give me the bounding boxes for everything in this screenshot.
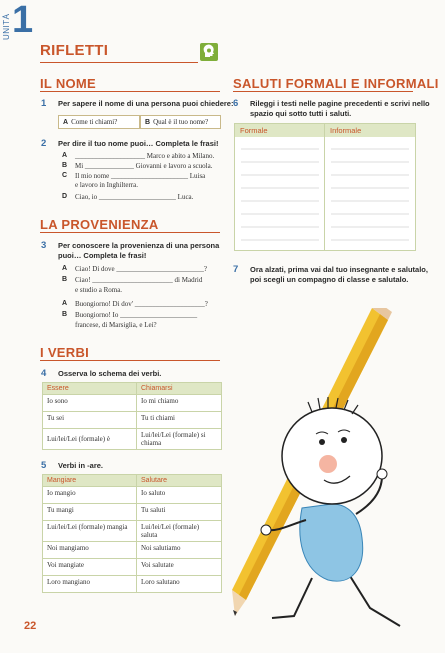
table-row: Tu mangi Tu saluti	[43, 504, 222, 521]
exercise-instruction: Rileggi i testi nelle pagine precedenti e scrivi nello	[250, 99, 430, 108]
fill-in-sentence: Ciao! _______________________ di Madrid	[75, 276, 203, 284]
item-letter: B	[62, 276, 68, 283]
exercise-number: 3	[41, 240, 47, 251]
table-row: Tu sei Tu ti chiami	[43, 412, 222, 429]
verb-table-essere-chiamarsi	[42, 382, 222, 450]
column-header-informale: Informale	[330, 126, 362, 135]
fill-in-sentence: Mi ______________ Giovanni e lavoro a scuola.	[75, 162, 213, 170]
page-number: 22	[24, 620, 37, 632]
item-letter: D	[62, 193, 68, 200]
table-row: Noi mangiamo Noi salutiamo	[43, 542, 222, 559]
table-header: Essere	[43, 383, 137, 395]
fill-in-sentence: francese, di Marsiglia, e Lei?	[75, 321, 157, 329]
exercise-number: 1	[41, 98, 47, 109]
exercise-instruction: Per conoscere la provenienza di una persona	[58, 241, 220, 250]
section-line	[40, 91, 220, 92]
table-header: Chiamarsi	[137, 383, 222, 395]
section-title-il-nome: IL NOME	[40, 76, 97, 91]
fill-in-sentence: Ciao! Di dove _________________________?	[75, 265, 208, 273]
exercise-number: 2	[41, 138, 47, 149]
fill-in-sentence: e studio a Roma.	[75, 286, 123, 294]
item-letter: A	[62, 265, 68, 272]
unit-label: UNITÀ	[2, 13, 11, 40]
fill-in-sentence: e lavoro in Inghilterra.	[75, 181, 138, 189]
verb-table-are	[42, 474, 222, 593]
greetings-table	[234, 123, 416, 251]
table-row: Voi mangiate Voi salutate	[43, 559, 222, 576]
exercise-number: 5	[41, 460, 47, 471]
item-letter: A	[62, 152, 68, 159]
table-header: Salutare	[137, 475, 222, 487]
item-letter: B	[62, 311, 68, 318]
fill-in-sentence: ____________________ Marco e abito a Milano.	[75, 152, 215, 160]
table-row: Io sono Io mi chiamo	[43, 395, 222, 412]
section-title-provenienza: LA PROVENIENZA	[40, 217, 159, 232]
column-header-formale: Formale	[240, 126, 268, 135]
item-letter: C	[62, 172, 68, 179]
fill-in-sentence: Ciao, io ______________________ Luca.	[75, 193, 194, 201]
unit-number: 1	[12, 0, 34, 41]
table-row: Lui/lei/Lei (formale) mangia Lui/lei/Lei (formale) saluta	[43, 521, 222, 542]
exercise-number: 6	[233, 98, 239, 109]
option-box: A Come ti chiami?	[58, 115, 140, 129]
exercise-instruction: Per dire il tuo nome puoi… Completa le frasi!	[58, 139, 219, 148]
fill-in-sentence: Buongiorno! Io ______________________	[75, 311, 198, 319]
table-row: Io mangio Io saluto	[43, 487, 222, 504]
exercise-instruction: Verbi in -are.	[58, 461, 104, 470]
section-line	[40, 232, 220, 233]
section-line	[40, 360, 220, 361]
exercise-instruction: Ora alzati, prima vai dal tuo insegnante e salutalo,	[250, 265, 428, 274]
exercise-instruction: Osserva lo schema dei verbi.	[58, 369, 162, 378]
exercise-instruction: poi scegli un compagno di classe e salutalo.	[250, 275, 409, 284]
item-letter: A	[62, 300, 68, 307]
exercise-instruction: spazio qui sotto tutti i saluti.	[250, 109, 352, 118]
section-title-verbi: I VERBI	[40, 345, 90, 360]
table-row: Lui/lei/Lei (formale) è Lui/lei/Lei (formale) si chiama	[43, 429, 222, 450]
head-gear-icon	[200, 43, 218, 61]
exercise-instruction: puoi… Completa le frasi!	[58, 251, 147, 260]
section-line	[233, 91, 413, 92]
section-title-saluti: SALUTI FORMALI E INFORMALI	[233, 76, 439, 91]
item-letter: B	[62, 162, 68, 169]
exercise-instruction: Per sapere il nome di una persona puoi chiedere:	[58, 99, 234, 108]
option-box: B Qual è il tuo nome?	[140, 115, 221, 129]
title-underline	[40, 62, 198, 63]
exercise-number: 7	[233, 264, 239, 275]
table-header: Mangiare	[43, 475, 137, 487]
fill-in-sentence: Il mio nome ______________________ Luisa	[75, 172, 206, 180]
table-row: Loro mangiano Loro salutano	[43, 576, 222, 593]
pencil-character-illustration	[232, 308, 422, 638]
page-title: RIFLETTI	[40, 42, 109, 59]
exercise-number: 4	[41, 368, 47, 379]
fill-in-sentence: Buongiorno! Di dov' ____________________?	[75, 300, 208, 308]
writing-lines	[235, 137, 415, 250]
